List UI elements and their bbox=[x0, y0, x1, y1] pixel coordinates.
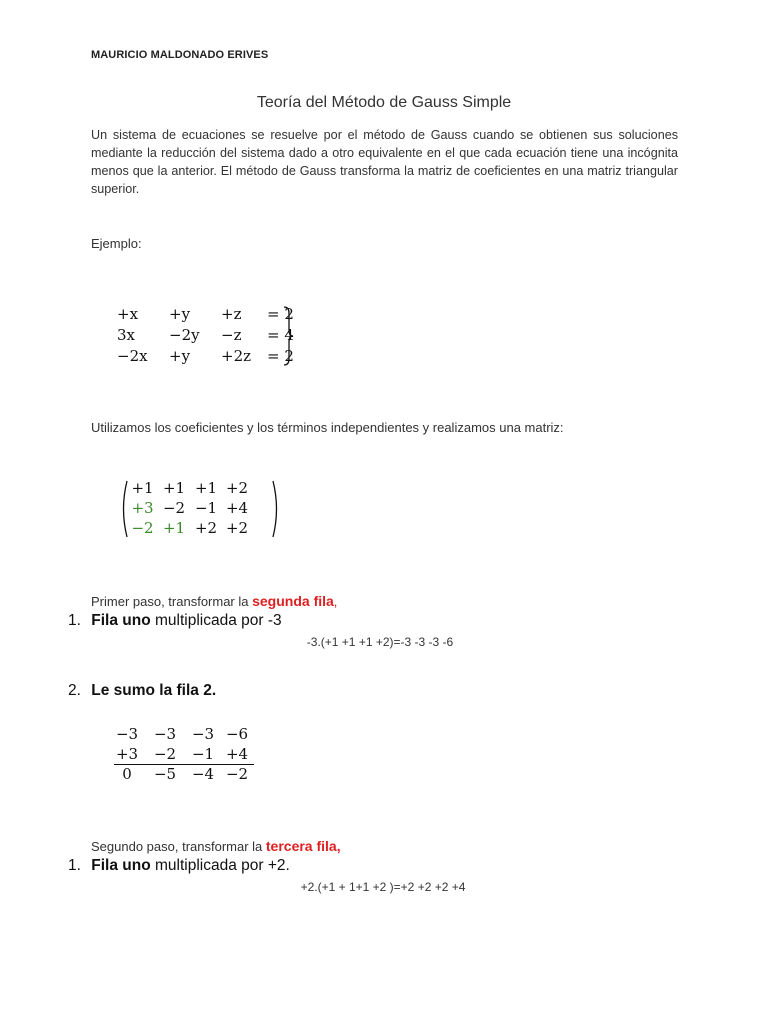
step1-item2-bold: Le sumo la fila 2. bbox=[91, 682, 217, 699]
coefficient-matrix bbox=[127, 478, 252, 538]
step2-item1-bold: Fila uno bbox=[91, 857, 151, 874]
matrix-cell: +1 bbox=[194, 479, 218, 497]
list-number: 1. bbox=[68, 857, 81, 874]
sum-cell: −3 bbox=[153, 725, 177, 743]
eq-cell: −2x bbox=[117, 347, 148, 365]
sum-cell: +3 bbox=[115, 745, 139, 763]
sum-cell: −4 bbox=[191, 765, 215, 783]
eq-cell: +y bbox=[169, 347, 191, 365]
step1-intro bbox=[91, 593, 337, 609]
step1-intro-text: Primer paso, transformar la bbox=[91, 594, 253, 609]
example-label: Ejemplo: bbox=[91, 236, 142, 251]
eq-cell: +x bbox=[117, 305, 139, 323]
list-number: 1. bbox=[68, 612, 81, 629]
eq-cell: = 2 bbox=[267, 347, 294, 365]
step2-item1 bbox=[68, 857, 290, 875]
sum-cell: −1 bbox=[191, 745, 215, 763]
matrix-cell: +4 bbox=[225, 499, 249, 517]
step1-item2 bbox=[68, 682, 216, 700]
step2-calculation: +2.(+1 + 1+1 +2 )=+2 +2 +2 +4 bbox=[300, 880, 466, 894]
eq-cell: = 2 bbox=[267, 305, 294, 323]
matrix-cell: +2 bbox=[225, 479, 249, 497]
matrix-cell: −1 bbox=[194, 499, 218, 517]
eq-cell: −z bbox=[221, 326, 242, 344]
matrix-cell: +2 bbox=[225, 519, 249, 537]
sum-cell: −3 bbox=[191, 725, 215, 743]
matrix-intro: Utilizamos los coeficientes y los términos independientes y realizamos una matriz: bbox=[91, 420, 564, 435]
eq-cell: = 4 bbox=[267, 326, 294, 344]
step2-item1-text: multiplicada por +2. bbox=[150, 857, 290, 874]
step2-highlight: tercera fila, bbox=[265, 838, 341, 854]
step1-highlight: segunda fila bbox=[252, 593, 334, 609]
eq-cell: 3x bbox=[117, 326, 136, 344]
matrix-cell-highlighted: +1 bbox=[162, 519, 186, 537]
step2-intro-text: Segundo paso, transformar la bbox=[91, 839, 266, 854]
step1-comma: , bbox=[333, 594, 338, 609]
matrix-cell-highlighted: −2 bbox=[131, 519, 154, 537]
step1-calculation: -3.(+1 +1 +1 +2)=-3 -3 -3 -6 bbox=[306, 635, 454, 649]
equation-system bbox=[117, 304, 307, 366]
document-title: Teoría del Método de Gauss Simple bbox=[256, 94, 512, 111]
matrix-cell: +1 bbox=[162, 479, 186, 497]
row-sum bbox=[108, 724, 252, 784]
sum-cell: −2 bbox=[153, 745, 177, 763]
sum-cell: −2 bbox=[225, 765, 249, 783]
step1-item1-bold: Fila uno bbox=[91, 612, 151, 629]
step2-intro bbox=[91, 838, 341, 854]
sum-cell: −5 bbox=[153, 765, 177, 783]
eq-cell: −2y bbox=[169, 326, 200, 344]
matrix-cell: −2 bbox=[162, 499, 186, 517]
eq-cell: +z bbox=[221, 305, 242, 323]
matrix-cell-highlighted: +3 bbox=[131, 499, 154, 517]
sum-cell: −3 bbox=[115, 725, 139, 743]
matrix-cell: +2 bbox=[194, 519, 218, 537]
step1-item1-text: multiplicada por -3 bbox=[150, 612, 282, 629]
sum-cell: +4 bbox=[225, 745, 249, 763]
intro-paragraph: Un sistema de ecuaciones se resuelve por el método de Gauss cuando se obtienen sus soluciones mediante la reducción del sistema dado a otro equivalente en el que cada ecuación tiene una incógnita menos que la anterior. El método de Gauss transforma la matriz de coeficientes en una matriz triangular superior. bbox=[91, 128, 678, 196]
sum-cell: −6 bbox=[225, 725, 249, 743]
eq-cell: +2z bbox=[221, 347, 252, 365]
list-number: 2. bbox=[68, 682, 81, 699]
step1-item1 bbox=[68, 612, 282, 630]
author-name: MAURICIO MALDONADO ERIVES bbox=[91, 49, 269, 61]
sum-cell: 0 bbox=[122, 765, 132, 783]
right-paren-icon bbox=[271, 479, 281, 539]
eq-cell: +y bbox=[169, 305, 191, 323]
right-brace-icon bbox=[282, 305, 294, 367]
matrix-cell: +1 bbox=[131, 479, 154, 497]
sum-divider-line bbox=[114, 764, 254, 765]
